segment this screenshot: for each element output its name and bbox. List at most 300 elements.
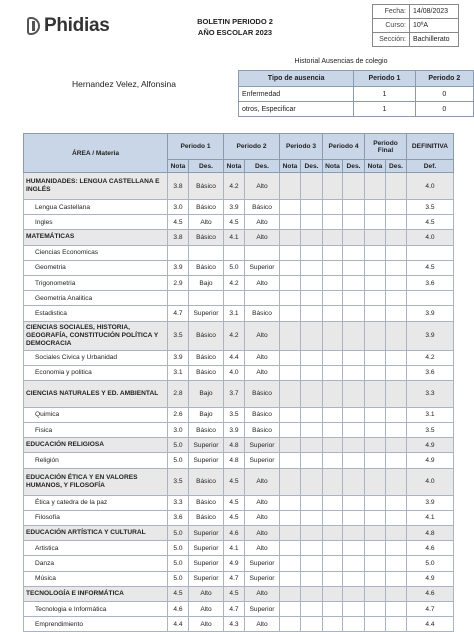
subject-name: Tecnologia e Informática xyxy=(24,601,168,616)
period2-nota: 3.1 xyxy=(224,306,245,321)
period3-nota xyxy=(280,453,301,468)
subject-row xyxy=(24,365,454,380)
period1-des xyxy=(189,291,224,306)
period2-nota: 4.5 xyxy=(224,215,245,230)
info-label: Sección: xyxy=(373,33,410,47)
period4-des xyxy=(343,453,365,468)
period2-des: Alto xyxy=(245,275,280,290)
area-row xyxy=(24,380,454,407)
period1-nota: 3.9 xyxy=(168,260,189,275)
phidias-logo-icon xyxy=(27,17,40,35)
final-nota xyxy=(365,245,386,260)
final-des xyxy=(386,380,407,407)
period1-nota: 2.8 xyxy=(168,380,189,407)
period2-des: Superior xyxy=(245,260,280,275)
period4-des xyxy=(343,571,365,586)
period3-nota xyxy=(280,571,301,586)
period4-des xyxy=(343,200,365,215)
final-des xyxy=(386,586,407,601)
period1-des: Básico xyxy=(189,423,224,438)
period4-nota xyxy=(323,215,343,230)
definitiva-value: 3.5 xyxy=(407,200,454,215)
absences-header: Periodo 1 xyxy=(354,71,415,87)
period3-nota xyxy=(280,601,301,616)
period3-nota xyxy=(280,586,301,601)
final-nota xyxy=(365,407,386,422)
period2-nota: 4.6 xyxy=(224,526,245,541)
subject-name: Ingles xyxy=(24,215,168,230)
period1-des: Básico xyxy=(189,173,224,200)
period-header: Periodo 3 xyxy=(280,134,323,160)
period3-nota xyxy=(280,365,301,380)
period3-des xyxy=(301,321,323,350)
nota-header: Nota xyxy=(323,160,343,173)
period3-des xyxy=(301,453,323,468)
final-nota xyxy=(365,453,386,468)
definitiva-value: 3.3 xyxy=(407,380,454,407)
subject-row xyxy=(24,571,454,586)
final-des xyxy=(386,453,407,468)
des-header: Des. xyxy=(343,160,365,173)
def-header: Def. xyxy=(407,160,454,173)
definitiva-value: 4.1 xyxy=(407,510,454,525)
subject-name: Religión xyxy=(24,453,168,468)
definitiva-value: 4.6 xyxy=(407,541,454,556)
final-nota xyxy=(365,601,386,616)
final-nota xyxy=(365,215,386,230)
period1-nota: 5.0 xyxy=(168,438,189,453)
period3-nota xyxy=(280,526,301,541)
period4-nota xyxy=(323,495,343,510)
period2-des: Alto xyxy=(245,495,280,510)
period3-des xyxy=(301,380,323,407)
subject-name: HUMANIDADES: LENGUA CASTELLANA E INGLÉS xyxy=(24,173,168,200)
period3-des xyxy=(301,200,323,215)
period1-nota: 3.9 xyxy=(168,350,189,365)
definitiva-value: 4.8 xyxy=(407,526,454,541)
final-nota xyxy=(365,423,386,438)
area-row xyxy=(24,173,454,200)
period3-nota xyxy=(280,215,301,230)
period4-des xyxy=(343,601,365,616)
period3-nota xyxy=(280,468,301,495)
period1-nota: 3.0 xyxy=(168,200,189,215)
period4-des xyxy=(343,380,365,407)
period1-des: Superior xyxy=(189,571,224,586)
subject-row xyxy=(24,260,454,275)
nota-header: Nota xyxy=(280,160,301,173)
period2-des: Alto xyxy=(245,526,280,541)
info-value: 14/08/2023 xyxy=(410,5,459,19)
period2-des: Básico xyxy=(245,423,280,438)
final-nota xyxy=(365,173,386,200)
period2-nota: 4.8 xyxy=(224,438,245,453)
period1-des: Básico xyxy=(189,495,224,510)
subject-name: Geometria Analitica xyxy=(24,291,168,306)
period1-nota: 3.8 xyxy=(168,173,189,200)
period1-nota: 3.1 xyxy=(168,365,189,380)
subject-name: Música xyxy=(24,571,168,586)
definitiva-value: 3.9 xyxy=(407,306,454,321)
period2-nota: 4.5 xyxy=(224,468,245,495)
period4-des xyxy=(343,617,365,632)
period4-nota xyxy=(323,321,343,350)
area-row xyxy=(24,438,454,453)
period4-nota xyxy=(323,526,343,541)
period4-nota xyxy=(323,423,343,438)
period3-des xyxy=(301,468,323,495)
period1-des: Básico xyxy=(189,350,224,365)
subject-name: Danza xyxy=(24,556,168,571)
final-des xyxy=(386,291,407,306)
period2-nota: 4.7 xyxy=(224,571,245,586)
period4-des xyxy=(343,350,365,365)
period4-nota xyxy=(323,407,343,422)
period4-des xyxy=(343,438,365,453)
period-header: Periodo 2 xyxy=(224,134,280,160)
subject-row xyxy=(24,200,454,215)
definitiva-value xyxy=(407,291,454,306)
final-des xyxy=(386,260,407,275)
definitiva-value: 4.0 xyxy=(407,173,454,200)
period1-nota: 3.0 xyxy=(168,423,189,438)
period4-nota xyxy=(323,468,343,495)
period4-nota xyxy=(323,306,343,321)
period1-nota: 3.8 xyxy=(168,230,189,245)
period1-des: Superior xyxy=(189,453,224,468)
period3-des xyxy=(301,586,323,601)
period3-nota xyxy=(280,407,301,422)
period1-des: Básico xyxy=(189,468,224,495)
period2-nota: 3.9 xyxy=(224,423,245,438)
subject-row xyxy=(24,617,454,632)
final-des xyxy=(386,200,407,215)
period2-nota: 4.1 xyxy=(224,230,245,245)
area-row xyxy=(24,586,454,601)
subject-row xyxy=(24,556,454,571)
period3-nota xyxy=(280,291,301,306)
subject-row xyxy=(24,245,454,260)
subject-name: Filosofía xyxy=(24,510,168,525)
grades-header-row xyxy=(24,134,454,160)
period1-nota xyxy=(168,291,189,306)
period2-des xyxy=(245,291,280,306)
period4-nota xyxy=(323,380,343,407)
definitiva-value: 4.2 xyxy=(407,350,454,365)
subject-name: EDUCACIÓN ARTÍSTICA Y CULTURAL xyxy=(24,526,168,541)
final-nota xyxy=(365,321,386,350)
period4-nota xyxy=(323,453,343,468)
subject-row xyxy=(24,453,454,468)
period2-nota: 4.5 xyxy=(224,586,245,601)
final-nota xyxy=(365,495,386,510)
final-des xyxy=(386,306,407,321)
definitiva-value: 4.4 xyxy=(407,617,454,632)
period3-des xyxy=(301,438,323,453)
subject-row xyxy=(24,495,454,510)
definitiva-value: 3.9 xyxy=(407,495,454,510)
period4-des xyxy=(343,423,365,438)
period4-nota xyxy=(323,556,343,571)
period1-des: Superior xyxy=(189,438,224,453)
period1-nota: 4.6 xyxy=(168,601,189,616)
subject-name: EDUCACIÓN RELIGIOSA xyxy=(24,438,168,453)
period3-nota xyxy=(280,556,301,571)
period2-des: Básico xyxy=(245,306,280,321)
info-label: Fecha: xyxy=(373,5,410,19)
final-nota xyxy=(365,571,386,586)
period2-nota: 4.5 xyxy=(224,510,245,525)
final-des xyxy=(386,423,407,438)
period1-des: Básico xyxy=(189,230,224,245)
period4-des xyxy=(343,526,365,541)
period3-des xyxy=(301,617,323,632)
period4-nota xyxy=(323,601,343,616)
absence-p1: 1 xyxy=(354,87,415,102)
period3-nota xyxy=(280,230,301,245)
period3-des xyxy=(301,260,323,275)
period3-des xyxy=(301,230,323,245)
period3-des xyxy=(301,365,323,380)
definitiva-value: 3.1 xyxy=(407,407,454,422)
definitiva-value: 4.9 xyxy=(407,453,454,468)
final-nota xyxy=(365,541,386,556)
final-des xyxy=(386,245,407,260)
period3-nota xyxy=(280,423,301,438)
period2-nota xyxy=(224,291,245,306)
absences-header-row xyxy=(239,71,474,87)
period3-des xyxy=(301,291,323,306)
period4-des xyxy=(343,495,365,510)
final-nota xyxy=(365,510,386,525)
period4-des xyxy=(343,407,365,422)
absence-p2: 0 xyxy=(415,87,473,102)
period1-des: Alto xyxy=(189,617,224,632)
period4-nota xyxy=(323,200,343,215)
period1-des: Superior xyxy=(189,526,224,541)
period1-des: Básico xyxy=(189,510,224,525)
period4-des xyxy=(343,586,365,601)
subject-row xyxy=(24,291,454,306)
period4-des xyxy=(343,245,365,260)
period4-des xyxy=(343,306,365,321)
period1-des: Bajo xyxy=(189,275,224,290)
absence-type: Enfermedad xyxy=(239,87,354,102)
area-header: ÁREA / Materia xyxy=(24,134,168,173)
info-row xyxy=(373,5,459,19)
period3-des xyxy=(301,215,323,230)
period2-nota: 3.9 xyxy=(224,200,245,215)
period1-nota: 4.5 xyxy=(168,586,189,601)
period1-nota: 3.5 xyxy=(168,321,189,350)
info-value: Bachillerato xyxy=(410,33,459,47)
subject-name: Ciencias Economicas xyxy=(24,245,168,260)
period3-nota xyxy=(280,260,301,275)
nota-header: Nota xyxy=(365,160,386,173)
period1-des: Básico xyxy=(189,321,224,350)
subject-row xyxy=(24,306,454,321)
period4-des xyxy=(343,556,365,571)
area-row xyxy=(24,526,454,541)
period-header: Periodo 1 xyxy=(168,134,224,160)
period2-nota: 4.1 xyxy=(224,541,245,556)
final-des xyxy=(386,275,407,290)
period1-des: Básico xyxy=(189,200,224,215)
subject-row xyxy=(24,350,454,365)
des-header: Des. xyxy=(189,160,224,173)
period3-nota xyxy=(280,350,301,365)
final-nota xyxy=(365,365,386,380)
period3-des xyxy=(301,407,323,422)
definitiva-header: DEFINITIVA xyxy=(407,134,454,160)
period4-nota xyxy=(323,586,343,601)
period1-des: Alto xyxy=(189,586,224,601)
period3-nota xyxy=(280,617,301,632)
absence-type: otros, Especificar xyxy=(239,102,354,117)
final-des xyxy=(386,365,407,380)
period1-nota: 5.0 xyxy=(168,571,189,586)
period4-nota xyxy=(323,438,343,453)
final-nota xyxy=(365,291,386,306)
info-row xyxy=(373,33,459,47)
period1-nota xyxy=(168,245,189,260)
subject-name: CIENCIAS SOCIALES, HISTORIA, GEOGRAFÍA, CONSTITUCIÓN POLÍTICA Y DEMOCRACIA xyxy=(24,321,168,350)
period3-des xyxy=(301,556,323,571)
report-title-line1: BOLETIN PERIODO 2 xyxy=(197,17,273,26)
nota-header: Nota xyxy=(168,160,189,173)
period3-des xyxy=(301,350,323,365)
period4-des xyxy=(343,510,365,525)
final-nota xyxy=(365,275,386,290)
period2-des: Alto xyxy=(245,365,280,380)
final-des xyxy=(386,438,407,453)
grades-body xyxy=(24,173,454,632)
period1-des: Alto xyxy=(189,601,224,616)
period3-nota xyxy=(280,275,301,290)
definitiva-value: 4.5 xyxy=(407,215,454,230)
subject-name: Artistica xyxy=(24,541,168,556)
info-label: Curso: xyxy=(373,19,410,33)
period4-des xyxy=(343,173,365,200)
period3-nota xyxy=(280,321,301,350)
period1-des: Básico xyxy=(189,365,224,380)
definitiva-value: 4.0 xyxy=(407,468,454,495)
absences-row xyxy=(239,102,474,117)
period2-nota: 4.8 xyxy=(224,453,245,468)
final-nota xyxy=(365,230,386,245)
des-header: Des. xyxy=(245,160,280,173)
final-nota xyxy=(365,350,386,365)
final-des xyxy=(386,215,407,230)
subject-name: Estadistica xyxy=(24,306,168,321)
period1-nota: 4.5 xyxy=(168,215,189,230)
definitiva-value: 4.5 xyxy=(407,260,454,275)
grades-table xyxy=(23,133,454,632)
period2-des: Superior xyxy=(245,556,280,571)
subject-name: TECNOLOGÍA E INFORMÁTICA xyxy=(24,586,168,601)
period2-nota: 4.9 xyxy=(224,556,245,571)
period2-des: Alto xyxy=(245,350,280,365)
period2-nota: 4.4 xyxy=(224,350,245,365)
period1-nota: 3.6 xyxy=(168,510,189,525)
final-des xyxy=(386,510,407,525)
definitiva-value: 4.0 xyxy=(407,230,454,245)
period3-des xyxy=(301,601,323,616)
period4-des xyxy=(343,541,365,556)
period1-des: Superior xyxy=(189,306,224,321)
area-row xyxy=(24,468,454,495)
period1-des: Superior xyxy=(189,556,224,571)
definitiva-value: 3.9 xyxy=(407,321,454,350)
period4-nota xyxy=(323,230,343,245)
period4-nota xyxy=(323,291,343,306)
period4-nota xyxy=(323,173,343,200)
brand-name: Phidias xyxy=(44,15,110,36)
period4-nota xyxy=(323,571,343,586)
period2-nota: 5.0 xyxy=(224,260,245,275)
period4-nota xyxy=(323,350,343,365)
absences-title: Historial Ausencias de colegio xyxy=(294,58,388,65)
final-nota xyxy=(365,380,386,407)
period1-nota: 2.6 xyxy=(168,407,189,422)
final-des xyxy=(386,617,407,632)
nota-header: Nota xyxy=(224,160,245,173)
period3-nota xyxy=(280,510,301,525)
period1-des: Bajo xyxy=(189,380,224,407)
final-nota xyxy=(365,306,386,321)
period4-nota xyxy=(323,275,343,290)
period3-des xyxy=(301,173,323,200)
final-des xyxy=(386,173,407,200)
period3-nota xyxy=(280,245,301,260)
period2-des: Superior xyxy=(245,453,280,468)
subject-name: EDUCACIÓN ÉTICA Y EN VALORES HUMANOS, Y FILOSOFÍA xyxy=(24,468,168,495)
subject-row xyxy=(24,510,454,525)
period4-des xyxy=(343,321,365,350)
period4-nota xyxy=(323,260,343,275)
period2-nota: 4.2 xyxy=(224,275,245,290)
absences-row xyxy=(239,87,474,102)
period2-nota: 3.5 xyxy=(224,407,245,422)
subject-name: Lengua Castellana xyxy=(24,200,168,215)
subject-row xyxy=(24,215,454,230)
period3-nota xyxy=(280,306,301,321)
period4-nota xyxy=(323,245,343,260)
period2-nota: 4.2 xyxy=(224,173,245,200)
period2-des: Alto xyxy=(245,617,280,632)
final-des xyxy=(386,350,407,365)
definitiva-value: 3.5 xyxy=(407,423,454,438)
period2-nota: 4.2 xyxy=(224,321,245,350)
period-header: Periodo 4 xyxy=(323,134,365,160)
period1-des: Superior xyxy=(189,541,224,556)
report-title xyxy=(175,16,295,38)
period3-nota xyxy=(280,200,301,215)
final-des xyxy=(386,468,407,495)
period4-des xyxy=(343,215,365,230)
period2-des: Alto xyxy=(245,586,280,601)
period1-des: Básico xyxy=(189,260,224,275)
period4-des xyxy=(343,365,365,380)
subject-name: CIENCIAS NATURALES Y ED. AMBIENTAL xyxy=(24,380,168,407)
period2-nota xyxy=(224,245,245,260)
subject-name: Trigonometria xyxy=(24,275,168,290)
subject-name: Geometria xyxy=(24,260,168,275)
period2-nota: 3.7 xyxy=(224,380,245,407)
absences-header: Tipo de ausencia xyxy=(239,71,354,87)
period4-des xyxy=(343,468,365,495)
subject-row xyxy=(24,407,454,422)
